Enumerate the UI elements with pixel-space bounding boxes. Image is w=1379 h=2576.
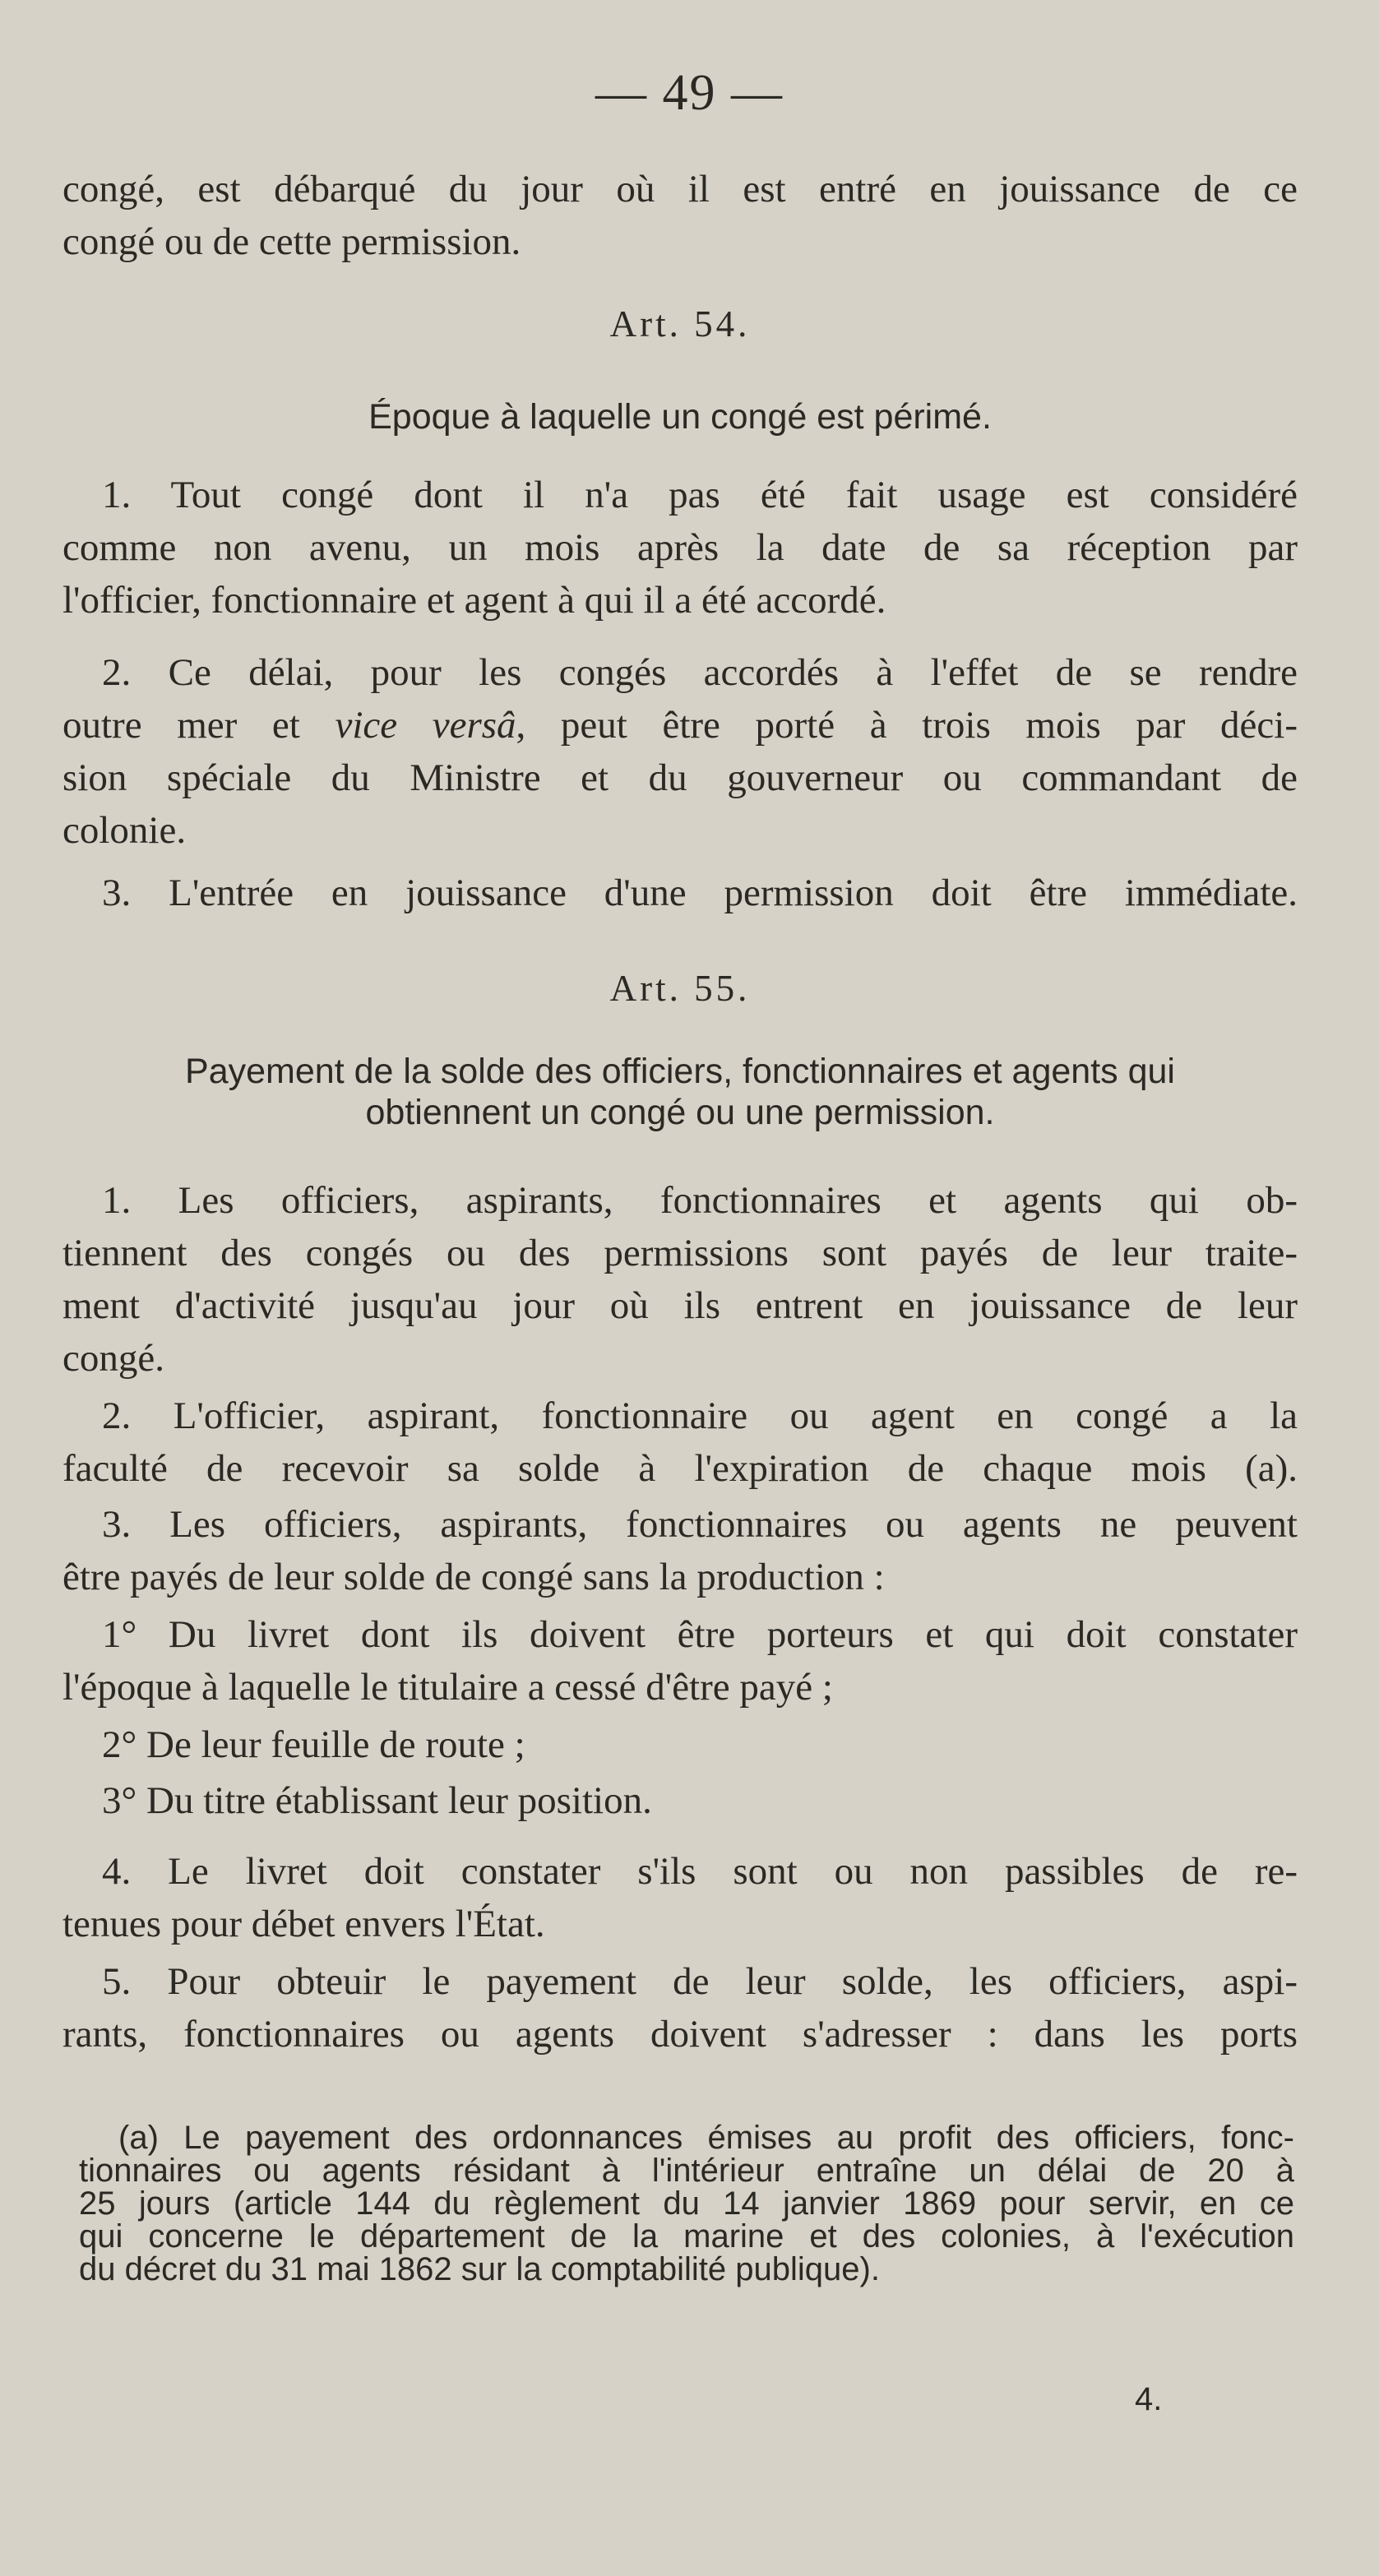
text-line (62, 699, 1298, 752)
italic-phrase: vice versâ (335, 704, 516, 747)
footnote-line: tionnaires ou agents résidant à l'intérieur entraîne un délai de 20 à (79, 2153, 1294, 2189)
text-line: l'époque à laquelle le titulaire a cessé d'être payé ; (62, 1666, 833, 1709)
text-line: rants, fonctionnaires ou agents doivent s'adresser : dans les ports (62, 2013, 1298, 2056)
text-line: 1. Les officiers, aspirants, fonctionnaires et agents qui ob- (102, 1179, 1298, 1222)
text-fragment: outre mer et (62, 704, 335, 747)
article-55-subtitle (62, 1051, 1298, 1133)
article-54-paragraph-1 (62, 469, 1298, 627)
text-line: tenues pour débet envers l'État. (62, 1903, 545, 1945)
text-line: 3. L'entrée en jouissance d'une permission doit être immédiate. (102, 872, 1298, 914)
text-line: tiennent des congés ou des permissions sont payés de leur traite- (62, 1232, 1298, 1274)
text-line: 4. Le livret doit constater s'ils sont ou non passibles de re- (102, 1850, 1298, 1893)
text-line: comme non avenu, un mois après la date de sa réception par (62, 526, 1298, 569)
article-54-title: Art. 54. (609, 303, 751, 345)
signature-mark: 4. (1135, 2381, 1163, 2417)
article-55-paragraph-3 (62, 1498, 1298, 1603)
text-line: faculté de recevoir sa solde à l'expiration de chaque mois (a). (62, 1447, 1298, 1490)
production-item-2 (62, 1718, 1298, 1771)
production-item-3 (62, 1774, 1298, 1827)
production-item-1 (62, 1608, 1298, 1713)
text-line: être payés de leur solde de congé sans la production : (62, 1556, 885, 1598)
text-line: 2° De leur feuille de route ; (102, 1723, 525, 1766)
article-55-title: Art. 55. (609, 968, 751, 1009)
article-55-paragraph-5 (62, 1955, 1298, 2060)
page-number: — 49 — (595, 65, 784, 121)
footnote-line: (a) Le payement des ordonnances émises au profit des officiers, fonc- (118, 2120, 1294, 2156)
article-55-paragraph-2 (62, 1390, 1298, 1495)
text-line: colonie. (62, 809, 187, 852)
footnote-line: 25 jours (article 144 du règlement du 14 janvier 1869 pour servir, en ce (79, 2185, 1294, 2222)
text-line: 3° Du titre établissant leur position. (102, 1779, 652, 1822)
text-line: 2. L'officier, aspirant, fonctionnaire ou agent en congé a la (102, 1394, 1298, 1437)
text-line: congé. (62, 1337, 164, 1380)
article-54-paragraph-2 (62, 646, 1298, 857)
text-line: ment d'activité jusqu'au jour où ils entrent en jouissance de leur (62, 1284, 1298, 1327)
footnote (79, 2121, 1294, 2286)
text-line: congé, est débarqué du jour où il est entré en jouissance de ce (62, 168, 1298, 210)
text-line: 1° Du livret dont ils doivent être porteurs et qui doit constater (102, 1613, 1298, 1656)
text-line: 3. Les officiers, aspirants, fonctionnaires ou agents ne peuvent (102, 1503, 1298, 1546)
article-54-subtitle: Époque à laquelle un congé est périmé. (368, 397, 992, 437)
text-line: congé ou de cette permission. (62, 220, 521, 263)
article-55-paragraph-1 (62, 1174, 1298, 1385)
article-54-paragraph-3 (62, 867, 1298, 919)
text-line: 1. Tout congé dont il n'a pas été fait usage est considéré (102, 474, 1298, 516)
text-fragment: , peut être porté à trois mois par déci- (516, 704, 1298, 747)
subtitle-line: obtiennent un congé ou une permission. (365, 1093, 995, 1132)
text-line: 5. Pour obteuir le payement de leur solde, les officiers, aspi- (102, 1960, 1298, 2003)
footnote-line: qui concerne le département de la marine et des colonies, à l'exécution (79, 2218, 1294, 2255)
text-line: sion spéciale du Ministre et du gouverneur ou commandant de (62, 756, 1298, 799)
text-line: 2. Ce délai, pour les congés accordés à l'effet de se rendre (102, 651, 1298, 694)
article-55-paragraph-4 (62, 1845, 1298, 1950)
subtitle-line: Payement de la solde des officiers, fonctionnaires et agents qui (185, 1052, 1175, 1091)
text-line: l'officier, fonctionnaire et agent à qui il a été accordé. (62, 579, 886, 622)
intro-paragraph (62, 163, 1298, 268)
footnote-line: du décret du 31 mai 1862 sur la comptabilité publique). (79, 2251, 880, 2287)
